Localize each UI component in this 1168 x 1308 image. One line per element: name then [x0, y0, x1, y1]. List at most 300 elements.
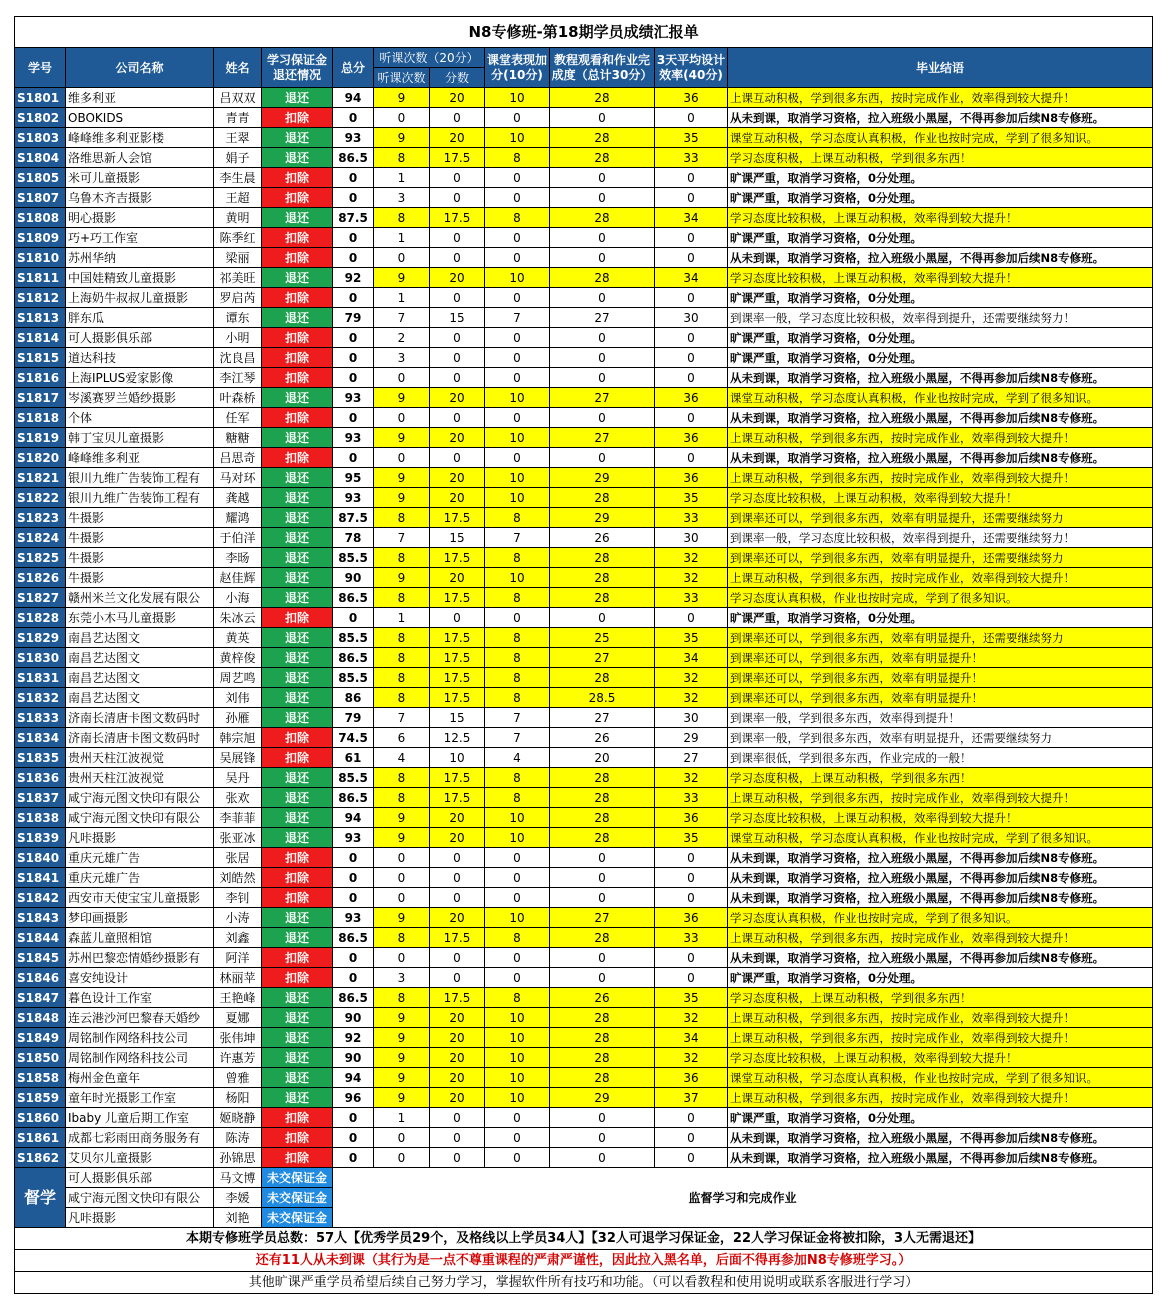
classroom-score: 0 [485, 348, 550, 368]
classroom-score: 8 [485, 688, 550, 708]
deposit-status-badge: 退还 [262, 468, 333, 488]
graduation-remark: 旷课严重，取消学习资格，0分处理。 [728, 228, 1153, 248]
company-name: 凡咔摄影 [66, 828, 214, 848]
student-id: S1810 [15, 248, 66, 268]
tutorial-score: 28 [550, 208, 655, 228]
deposit-status-badge: 扣除 [262, 848, 333, 868]
tutorial-score: 20 [550, 748, 655, 768]
tutorial-score: 0 [550, 168, 655, 188]
deposit-status-badge: 扣除 [262, 868, 333, 888]
attend-count: 9 [374, 268, 430, 288]
table-row [15, 308, 1153, 328]
deposit-status-badge: 退还 [262, 628, 333, 648]
design-efficiency: 0 [655, 108, 728, 128]
company-name: 个体 [66, 408, 214, 428]
attend-count: 3 [374, 968, 430, 988]
table-row [15, 648, 1153, 668]
graduation-remark: 旷课严重，取消学习资格，0分处理。 [728, 328, 1153, 348]
tutorial-score: 0 [550, 608, 655, 628]
attend-score: 0 [430, 408, 485, 428]
student-name: 小涛 [214, 908, 262, 928]
student-id: S1846 [15, 968, 66, 988]
student-name: 张欢 [214, 788, 262, 808]
deposit-status-badge: 退还 [262, 788, 333, 808]
attend-count: 9 [374, 1088, 430, 1108]
student-id: S1834 [15, 728, 66, 748]
attend-score: 17.5 [430, 508, 485, 528]
deposit-status-badge: 退还 [262, 688, 333, 708]
student-name: 谭东 [214, 308, 262, 328]
attend-score: 0 [430, 348, 485, 368]
company-name: 贵州天柱江波视觉 [66, 768, 214, 788]
attend-score: 0 [430, 1108, 485, 1128]
company-name: 森蓝儿童照相馆 [66, 928, 214, 948]
student-name: 张伟坤 [214, 1028, 262, 1048]
design-efficiency: 32 [655, 548, 728, 568]
total-score: 0 [333, 1148, 374, 1168]
classroom-score: 8 [485, 668, 550, 688]
student-name: 小明 [214, 328, 262, 348]
table-row [15, 1108, 1153, 1128]
tutorial-score: 28 [550, 88, 655, 108]
attend-score: 17.5 [430, 668, 485, 688]
tutorial-score: 28 [550, 1008, 655, 1028]
attend-count: 1 [374, 228, 430, 248]
student-name: 沈良昌 [214, 348, 262, 368]
design-efficiency: 35 [655, 488, 728, 508]
attend-count: 8 [374, 548, 430, 568]
company-name: 韩丁宝贝儿童摄影 [66, 428, 214, 448]
graduation-remark: 上课互动积极，学到很多东西，按时完成作业，效率得到较大提升！ [728, 428, 1153, 448]
total-score: 95 [333, 468, 374, 488]
graduation-remark: 学习态度比较积极，上课互动积极，效率得到较大提升！ [728, 208, 1153, 228]
student-id: S1819 [15, 428, 66, 448]
tutorial-score: 28 [550, 268, 655, 288]
company-name: 凡咔摄影 [66, 1208, 214, 1228]
attend-score: 0 [430, 848, 485, 868]
graduation-remark: 旷课严重，取消学习资格，0分处理。 [728, 188, 1153, 208]
table-row [15, 588, 1153, 608]
design-efficiency: 36 [655, 88, 728, 108]
deposit-status-badge: 退还 [262, 128, 333, 148]
student-id: S1814 [15, 328, 66, 348]
classroom-score: 8 [485, 508, 550, 528]
col-header-design: 3天平均设计效率(40分) [655, 48, 728, 88]
deposit-status-badge: 退还 [262, 268, 333, 288]
graduation-remark: 课堂互动积极，学习态度认真积极，作业也按时完成，学到了很多知识。 [728, 388, 1153, 408]
deposit-status-badge: 退还 [262, 528, 333, 548]
student-id: S1824 [15, 528, 66, 548]
company-name: 牛摄影 [66, 548, 214, 568]
table-row [15, 228, 1153, 248]
graduation-remark: 旷课严重，取消学习资格，0分处理。 [728, 968, 1153, 988]
deposit-status-badge: 扣除 [262, 448, 333, 468]
attend-count: 9 [374, 428, 430, 448]
student-name: 孙雁 [214, 708, 262, 728]
classroom-score: 10 [485, 1068, 550, 1088]
classroom-score: 8 [485, 628, 550, 648]
company-name: 银川九维广告装饰工程有 [66, 488, 214, 508]
attend-count: 0 [374, 1148, 430, 1168]
supervisor-rows [15, 1168, 1153, 1228]
table-row [15, 368, 1153, 388]
table-row [15, 468, 1153, 488]
classroom-score: 7 [485, 528, 550, 548]
deposit-status-badge: 退还 [262, 768, 333, 788]
tutorial-score: 28 [550, 1028, 655, 1048]
table-row [15, 908, 1153, 928]
attend-count: 8 [374, 668, 430, 688]
table-row [15, 548, 1153, 568]
attend-score: 20 [430, 568, 485, 588]
attend-count: 9 [374, 828, 430, 848]
total-score: 0 [333, 848, 374, 868]
total-score: 0 [333, 368, 374, 388]
graduation-remark: 从未到课，取消学习资格，拉入班级小黑屋，不得再参加后续N8专修班。 [728, 368, 1153, 388]
table-row [15, 328, 1153, 348]
table-row [15, 848, 1153, 868]
classroom-score: 10 [485, 88, 550, 108]
classroom-score: 0 [485, 968, 550, 988]
company-name: 重庆元雄广告 [66, 868, 214, 888]
company-name: 西安市天使宝宝儿童摄影 [66, 888, 214, 908]
attend-score: 0 [430, 608, 485, 628]
total-score: 0 [333, 248, 374, 268]
graduation-remark: 到课率还可以，学到很多东西，效率有明显提升，还需要继续努力 [728, 628, 1153, 648]
attend-score: 20 [430, 428, 485, 448]
total-score: 93 [333, 488, 374, 508]
attend-count: 6 [374, 728, 430, 748]
graduation-remark: 学习态度比较积极，上课互动积极，效率得到较大提升！ [728, 1048, 1153, 1068]
classroom-score: 0 [485, 228, 550, 248]
student-id: S1829 [15, 628, 66, 648]
total-score: 85.5 [333, 628, 374, 648]
col-header-tutorial: 教程观看和作业完成度（总计30分） [550, 48, 655, 88]
attend-count: 9 [374, 1048, 430, 1068]
student-name: 罗启芮 [214, 288, 262, 308]
graduation-remark: 学习态度积极，上课互动积极，学到很多东西！ [728, 988, 1153, 1008]
tutorial-score: 26 [550, 728, 655, 748]
total-score: 93 [333, 908, 374, 928]
attend-score: 12.5 [430, 728, 485, 748]
table-row [15, 708, 1153, 728]
student-name: 于伯洋 [214, 528, 262, 548]
graduation-remark: 旷课严重，取消学习资格，0分处理。 [728, 348, 1153, 368]
classroom-score: 10 [485, 128, 550, 148]
classroom-score: 8 [485, 928, 550, 948]
attend-score: 17.5 [430, 628, 485, 648]
classroom-score: 10 [485, 1028, 550, 1048]
classroom-score: 0 [485, 368, 550, 388]
attend-count: 9 [374, 1028, 430, 1048]
student-id: S1862 [15, 1148, 66, 1168]
company-name: 牛摄影 [66, 508, 214, 528]
classroom-score: 10 [485, 1008, 550, 1028]
design-efficiency: 0 [655, 1128, 728, 1148]
table-row [15, 868, 1153, 888]
attend-score: 20 [430, 808, 485, 828]
design-efficiency: 35 [655, 828, 728, 848]
total-score: 0 [333, 168, 374, 188]
attend-score: 0 [430, 368, 485, 388]
attend-score: 0 [430, 288, 485, 308]
attend-count: 7 [374, 528, 430, 548]
design-efficiency: 0 [655, 328, 728, 348]
company-name: 上海奶牛叔叔儿童摄影 [66, 288, 214, 308]
company-name: 牛摄影 [66, 568, 214, 588]
student-id: S1832 [15, 688, 66, 708]
total-score: 0 [333, 288, 374, 308]
company-name: 咸宁海元图文快印有限公 [66, 1188, 214, 1208]
classroom-score: 10 [485, 428, 550, 448]
student-id: S1847 [15, 988, 66, 1008]
company-name: 乌鲁木齐吉摄影 [66, 188, 214, 208]
student-id: S1825 [15, 548, 66, 568]
attend-score: 20 [430, 1028, 485, 1048]
tutorial-score: 0 [550, 888, 655, 908]
student-name: 许惠芳 [214, 1048, 262, 1068]
design-efficiency: 0 [655, 1148, 728, 1168]
tutorial-score: 0 [550, 368, 655, 388]
graduation-remark: 上课互动积极，学到很多东西，按时完成作业，效率得到较大提升！ [728, 568, 1153, 588]
company-name: 济南长清唐卡图文数码时 [66, 708, 214, 728]
deposit-status-badge: 退还 [262, 708, 333, 728]
company-name: 重庆元雄广告 [66, 848, 214, 868]
student-name: 林丽苹 [214, 968, 262, 988]
tutorial-score: 27 [550, 708, 655, 728]
total-score: 79 [333, 708, 374, 728]
total-score: 90 [333, 1008, 374, 1028]
col-header-id: 学号 [15, 48, 66, 88]
page-title: N8专修班-第18期学员成绩汇报单 [15, 17, 1153, 48]
score-table [14, 16, 1153, 1294]
tutorial-score: 27 [550, 648, 655, 668]
tutorial-score: 0 [550, 448, 655, 468]
student-name: 王艳峰 [214, 988, 262, 1008]
student-name: 孙锦思 [214, 1148, 262, 1168]
tutorial-score: 28 [550, 1068, 655, 1088]
student-id: S1848 [15, 1008, 66, 1028]
tutorial-score: 27 [550, 908, 655, 928]
graduation-remark: 旷课严重，取消学习资格，0分处理。 [728, 1108, 1153, 1128]
student-id: S1809 [15, 228, 66, 248]
graduation-remark: 学习态度比较积极，上课互动积极，效率得到较大提升！ [728, 488, 1153, 508]
design-efficiency: 0 [655, 188, 728, 208]
student-name: 陈季红 [214, 228, 262, 248]
student-id: S1802 [15, 108, 66, 128]
attend-score: 20 [430, 268, 485, 288]
classroom-score: 8 [485, 588, 550, 608]
student-id: S1831 [15, 668, 66, 688]
supervisor-label: 督学 [15, 1168, 66, 1228]
design-efficiency: 36 [655, 908, 728, 928]
tutorial-score: 29 [550, 1088, 655, 1108]
table-row [15, 628, 1153, 648]
table-row [15, 1028, 1153, 1048]
tutorial-score: 0 [550, 408, 655, 428]
deposit-status-badge: 退还 [262, 308, 333, 328]
attend-count: 9 [374, 388, 430, 408]
table-row [15, 728, 1153, 748]
attend-count: 9 [374, 1008, 430, 1028]
deposit-status-badge: 扣除 [262, 728, 333, 748]
deposit-status-badge: 退还 [262, 1068, 333, 1088]
student-id: S1822 [15, 488, 66, 508]
graduation-remark: 从未到课，取消学习资格，拉入班级小黑屋，不得再参加后续N8专修班。 [728, 948, 1153, 968]
graduation-remark: 到课率一般，学习态度比较积极，效率得到提升，还需要继续努力！ [728, 528, 1153, 548]
company-name: 周铭制作网络科技公司 [66, 1028, 214, 1048]
classroom-score: 10 [485, 488, 550, 508]
classroom-score: 0 [485, 188, 550, 208]
table-row [15, 1048, 1153, 1068]
student-id: S1801 [15, 88, 66, 108]
student-name: 李生晨 [214, 168, 262, 188]
company-name: 维多利亚 [66, 88, 214, 108]
student-name: 黄明 [214, 208, 262, 228]
attend-score: 10 [430, 748, 485, 768]
attend-count: 0 [374, 108, 430, 128]
attend-count: 1 [374, 288, 430, 308]
tutorial-score: 25 [550, 628, 655, 648]
company-name: 道达科技 [66, 348, 214, 368]
tutorial-score: 0 [550, 1108, 655, 1128]
student-id: S1859 [15, 1088, 66, 1108]
company-name: 连云港沙河巴黎春天婚纱 [66, 1008, 214, 1028]
student-id: S1826 [15, 568, 66, 588]
tutorial-score: 0 [550, 108, 655, 128]
attend-count: 1 [374, 1108, 430, 1128]
tutorial-score: 0 [550, 848, 655, 868]
design-efficiency: 0 [655, 608, 728, 628]
attend-count: 0 [374, 448, 430, 468]
company-name: 可人摄影俱乐部 [66, 1168, 214, 1188]
attend-score: 17.5 [430, 788, 485, 808]
student-name: 吴展锋 [214, 748, 262, 768]
company-name: 胖东瓜 [66, 308, 214, 328]
deposit-status-badge: 退还 [262, 668, 333, 688]
attend-count: 0 [374, 368, 430, 388]
attend-count: 8 [374, 788, 430, 808]
company-name: 童年时光摄影工作室 [66, 1088, 214, 1108]
table-row [15, 1088, 1153, 1108]
attend-score: 0 [430, 448, 485, 468]
attend-count: 0 [374, 848, 430, 868]
company-name: 梅州金色童年 [66, 1068, 214, 1088]
design-efficiency: 32 [655, 1048, 728, 1068]
total-score: 87.5 [333, 508, 374, 528]
attend-score: 20 [430, 488, 485, 508]
tutorial-score: 0 [550, 968, 655, 988]
tutorial-score: 0 [550, 248, 655, 268]
classroom-score: 8 [485, 648, 550, 668]
design-efficiency: 33 [655, 588, 728, 608]
attend-score: 0 [430, 108, 485, 128]
table-row [15, 168, 1153, 188]
company-name: 南昌艺达图文 [66, 628, 214, 648]
attend-score: 15 [430, 528, 485, 548]
graduation-remark: 到课率还可以，学到很多东西，效率有明显提升！ [728, 688, 1153, 708]
tutorial-score: 28 [550, 588, 655, 608]
student-id: S1861 [15, 1128, 66, 1148]
student-id: S1841 [15, 868, 66, 888]
table-row [15, 928, 1153, 948]
tutorial-score: 0 [550, 1148, 655, 1168]
student-name: 黄英 [214, 628, 262, 648]
graduation-remark: 到课率还可以，学到很多东西，效率有明显提升！ [728, 648, 1153, 668]
attend-score: 17.5 [430, 688, 485, 708]
deposit-status-badge: 未交保证金 [262, 1168, 333, 1188]
student-name: 叶森桥 [214, 388, 262, 408]
attend-score: 20 [430, 828, 485, 848]
graduation-remark: 从未到课，取消学习资格，拉入班级小黑屋，不得再参加后续N8专修班。 [728, 848, 1153, 868]
design-efficiency: 35 [655, 628, 728, 648]
design-efficiency: 0 [655, 848, 728, 868]
tutorial-score: 28 [550, 128, 655, 148]
student-name: 娟子 [214, 148, 262, 168]
student-name: 姬晓静 [214, 1108, 262, 1128]
graduation-remark: 旷课严重，取消学习资格，0分处理。 [728, 608, 1153, 628]
table-row [15, 188, 1153, 208]
attend-count: 9 [374, 488, 430, 508]
graduation-remark: 从未到课，取消学习资格，拉入班级小黑屋，不得再参加后续N8专修班。 [728, 888, 1153, 908]
classroom-score: 0 [485, 168, 550, 188]
total-score: 87.5 [333, 208, 374, 228]
total-score: 74.5 [333, 728, 374, 748]
classroom-score: 0 [485, 108, 550, 128]
total-score: 94 [333, 1068, 374, 1088]
graduation-remark: 到课率一般，学习态度比较积极，效率得到提升，还需要继续努力！ [728, 308, 1153, 328]
student-name: 吴丹 [214, 768, 262, 788]
tutorial-score: 28 [550, 488, 655, 508]
company-name: 济南长清唐卡图文数码时 [66, 728, 214, 748]
total-score: 79 [333, 308, 374, 328]
student-name: 青青 [214, 108, 262, 128]
student-id: S1840 [15, 848, 66, 868]
company-name: 赣州米兰文化发展有限公 [66, 588, 214, 608]
student-name: 韩宗旭 [214, 728, 262, 748]
table-row [15, 828, 1153, 848]
tutorial-score: 28 [550, 808, 655, 828]
deposit-status-badge: 退还 [262, 828, 333, 848]
tutorial-score: 28 [550, 1048, 655, 1068]
total-score: 0 [333, 348, 374, 368]
deposit-status-badge: 退还 [262, 1088, 333, 1108]
supervisor-name: 马文博 [214, 1168, 262, 1188]
student-name: 吕双双 [214, 88, 262, 108]
company-name: 明心摄影 [66, 208, 214, 228]
table-row [15, 888, 1153, 908]
table-row [15, 788, 1153, 808]
total-score: 93 [333, 828, 374, 848]
attend-score: 0 [430, 228, 485, 248]
graduation-remark: 上课互动积极，学到很多东西，按时完成作业，效率得到较大提升！ [728, 788, 1153, 808]
deposit-status-badge: 扣除 [262, 1148, 333, 1168]
tutorial-score: 0 [550, 328, 655, 348]
table-row [15, 968, 1153, 988]
student-name: 梁丽 [214, 248, 262, 268]
total-score: 0 [333, 448, 374, 468]
col-header-attend-score: 分数 [430, 68, 485, 88]
deposit-status-badge: 扣除 [262, 1128, 333, 1148]
student-id: S1837 [15, 788, 66, 808]
classroom-score: 10 [485, 808, 550, 828]
student-name: 杨阳 [214, 1088, 262, 1108]
design-efficiency: 27 [655, 748, 728, 768]
design-efficiency: 30 [655, 308, 728, 328]
col-header-name: 姓名 [214, 48, 262, 88]
design-efficiency: 33 [655, 788, 728, 808]
total-score: 61 [333, 748, 374, 768]
